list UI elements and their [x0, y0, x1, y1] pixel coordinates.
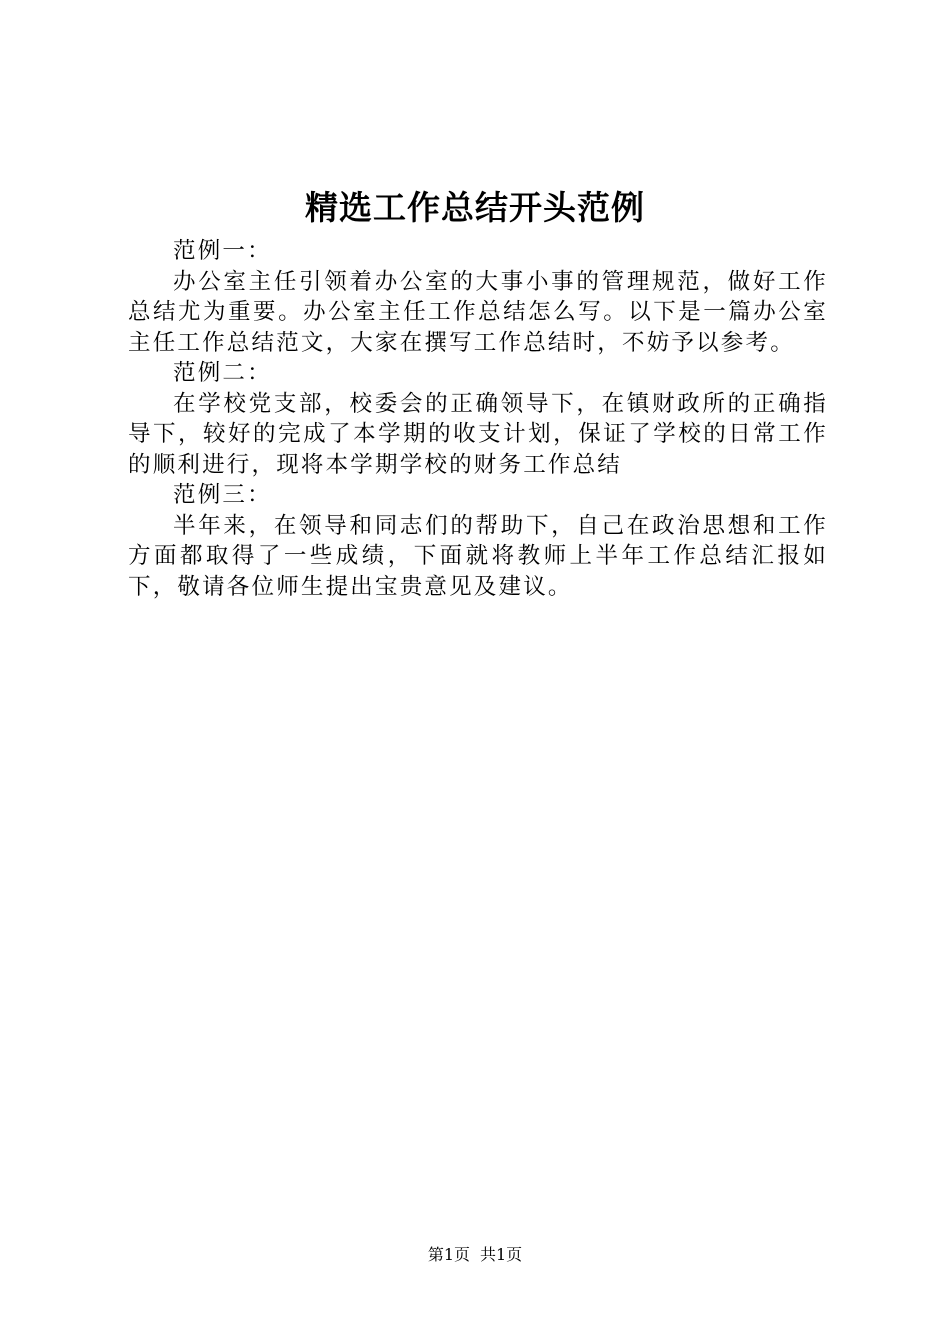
document-title: 精选工作总结开头范例	[305, 188, 645, 227]
page-total: 共1页	[480, 1245, 523, 1264]
example-three-heading: 范例三：	[173, 482, 272, 508]
page-number: 第1页	[427, 1245, 470, 1264]
example-two-heading: 范例二：	[173, 360, 272, 386]
document-body	[128, 236, 828, 602]
example-two-paragraph: 在学校党支部，校委会的正确领导下，在镇财政所的正确指导下，较好的完成了本学期的收支计划，保证了学校的日常工作的顺利进行，现将本学期学校的财务工作总结	[128, 390, 828, 478]
example-one-paragraph: 办公室主任引领着办公室的大事小事的管理规范，做好工作总结尤为重要。办公室主任工作总结怎么写。以下是一篇办公室主任工作总结范文，大家在撰写工作总结时，不妨予以参考。	[128, 268, 828, 356]
example-three-paragraph: 半年来，在领导和同志们的帮助下，自己在政治思想和工作方面都取得了一些成绩，下面就将教师上半年工作总结汇报如下，敬请各位师生提出宝贵意见及建议。	[128, 512, 828, 600]
example-one-heading: 范例一：	[173, 238, 272, 264]
page-footer	[0, 1244, 950, 1266]
